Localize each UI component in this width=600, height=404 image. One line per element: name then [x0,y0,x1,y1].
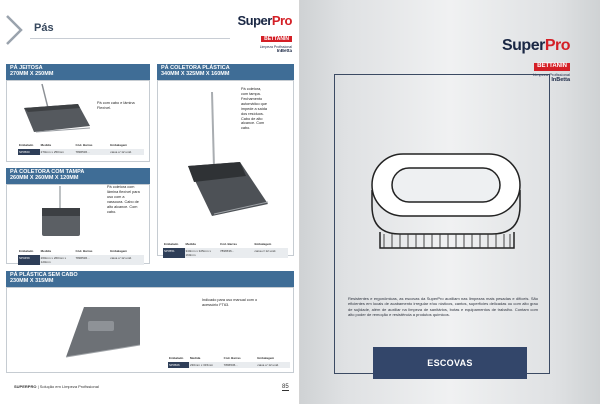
spec-value: 7896536... [223,363,238,367]
spec-header: Embalado [19,249,34,253]
spec-value: SP0506 [168,362,189,368]
spec-value: 260mm x 260mm x 120mm [40,256,67,264]
spec-value: 7896536... [75,150,90,154]
spec-header: Embalagem [110,249,128,253]
spec-value: SP0551 [163,248,185,258]
spec-value: 340mm x 325mm x 160mm [185,249,212,257]
category-label: ESCOVAS [373,347,527,379]
spec-header: Medida [40,143,52,147]
product-size: 270MM X 250MM [10,70,54,77]
spec-header: Embalagem [257,356,275,360]
product-name: PÁ JEITOSA [10,65,43,71]
logo-pro: Pro [271,13,292,28]
product-note: Indicado para uso manual com o acessório FT63. [202,298,258,307]
spec-value: SP0459 [18,255,40,265]
product-name: PÁ COLETORA PLÁSTICA [161,65,230,71]
product-name: PÁ PLÁSTICA SEM CABO [10,272,78,278]
spec-value: SP0560 [18,149,40,155]
footer [14,384,99,389]
product-size: 340MM X 325MM X 160MM [161,70,230,77]
spec-value: caixa c/ 12 unid. [110,150,132,154]
logo-tagline: Limpeza Profissional [259,45,292,49]
footer-brand: SUPERPRO [14,384,37,389]
spec-header: Embalado [169,356,184,360]
logo-super: Super [237,13,272,28]
spec-header: Medida [190,356,201,360]
product-title-bar [157,64,294,80]
product-size: 230MM X 315MM [10,277,54,284]
spec-value: 7896536... [75,256,90,260]
product-note: Pá com cabo e lâmina Flexível. [97,101,135,110]
product-title-bar [6,64,150,80]
spec-header: Medida [40,249,52,253]
product-title-bar [6,271,294,287]
logo-sub: BETTANIN [261,36,292,42]
category-description: Resistentes e ergonômicas, as escovas da SuperPro auxiliam nas limpezas mais pesadas e difíceis. São eficientes em locais de acabamento irregular e/ou rústicos, cantos, superfícies delicadas ou com alto grau de sujidade, além de auxiliar na limpeza de sanitários, botas e equipamentos de trabalho. Contam com alto poder de remoção e resistência a produtos químicos. [348,296,538,318]
page-number: 85 [282,384,289,390]
spec-header: Embalagem [254,242,272,246]
product-specs [18,248,144,265]
product-specs [163,241,288,258]
logo-company: InBetta [551,77,570,83]
product-size: 260MM X 260MM X 120MM [10,174,79,181]
spec-header: Embalado [19,143,34,147]
spec-header: Embalado [164,242,179,246]
product-note: Pá coletora, com tampa. Fechamento automático que impede a saída dos resíduos. Cabo de alto alcance. Com cabo. [241,87,267,131]
section-title: Pás [34,22,54,34]
plastic-dustpan-image [60,291,150,361]
logo-super: Super [501,37,545,54]
spec-header: Cód. Barras [75,143,93,147]
header-rule [30,38,230,39]
spec-header: Cód. Barras [75,249,93,253]
spec-value: caixa c/ 12 unid. [110,256,132,260]
dustpan-image [14,82,94,134]
logo-pro: Pro [544,37,570,54]
spec-value: 270mm x 250mm [40,150,64,154]
footer-text: | Solução em Limpeza Profissional [36,384,99,389]
product-name: PÁ COLETORA COM TAMPA [10,169,85,175]
covered-dustpan-image [30,186,90,238]
logo-company: InBetta [276,48,292,54]
product-note: Pá coletora com lâmina flexível para uso com a vassoura. Cabo de alto alcance. Com cabo. [107,185,140,214]
spec-value: caixa c/ 12 unid. [254,249,277,253]
spec-header: Medida [185,242,196,246]
spec-value: 7896536... [220,249,235,253]
spec-header: Cód. Barras [220,242,238,246]
chevron-right-icon [4,14,26,46]
product-specs [18,142,144,155]
brand-logo [224,14,292,54]
logo-sub: BETTANIN [534,63,570,71]
spec-header: Cód. Barras [223,356,241,360]
product-specs [168,355,290,368]
brush-image [358,150,530,260]
product-title-bar [6,168,150,184]
spec-value: caixa c/ 12 unid. [257,363,280,367]
spec-value: 230mm x 315mm [190,363,214,367]
spec-header: Embalagem [110,143,128,147]
logo-tagline: Limpeza Profissional [533,72,570,77]
